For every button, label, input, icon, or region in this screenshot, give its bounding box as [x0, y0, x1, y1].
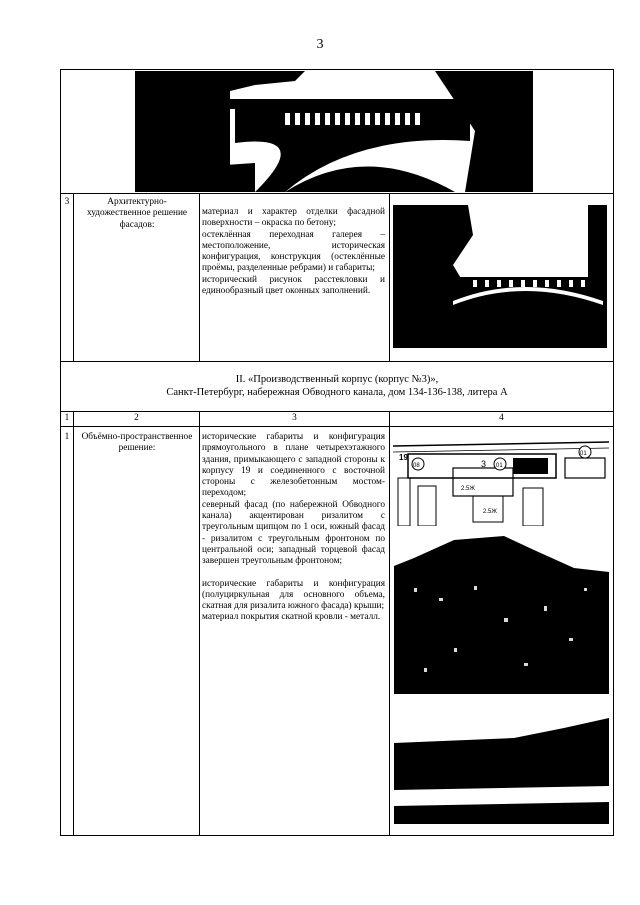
table-line — [60, 361, 614, 362]
description-line: исторические габариты и конфигурация прямоугольного в плане четырехэтажного здания, примыкающего с западной стороны к корпусу 19 и соединенного с восточной стороны с железобетонным мостом-переходом; — [202, 432, 385, 499]
table-line — [60, 411, 614, 412]
table-line — [389, 193, 390, 361]
map-label: 08 — [413, 463, 420, 469]
section-title: II. «Производственный корпус (корпус №3)», — [235, 374, 439, 385]
table-line — [60, 69, 614, 70]
table-line — [60, 69, 61, 836]
column-header: 4 — [499, 413, 504, 423]
column-header: 3 — [292, 413, 297, 423]
table-line — [613, 69, 614, 836]
row-number: 1 — [64, 432, 70, 442]
monument-table — [60, 69, 614, 836]
description-line: остеклённая переходная галерея – местоположение, историческая конфигурация, конструкция (остеклённые проёмы, разделенные ребрами) и габариты; — [202, 229, 385, 274]
map-label: 3 — [481, 459, 487, 469]
table-line — [389, 411, 390, 836]
element-name: Объёмно-пространственное решение: — [81, 432, 193, 454]
gallery-photo — [393, 205, 607, 348]
description-line: северный фасад (по набережной Обводного канала) акцентирован ризалитом с треугольным щипцом по 1 оси, южный фасад - ризалитом с треугольным фронтоном по центральной оси; западный торцевой фасад завершен треугольным фронтоном; — [202, 499, 385, 567]
table-line — [199, 411, 200, 836]
bridge-gallery-photo — [135, 71, 533, 192]
map-label: 01 — [496, 463, 503, 469]
table-line — [60, 193, 614, 194]
map-label: 01 — [580, 451, 587, 457]
page-number: 3 — [316, 37, 324, 52]
table-line — [60, 835, 614, 836]
map-label: 2.5Ж — [461, 486, 475, 492]
description-line: материал покрытия скатной кровли - металл. — [202, 612, 381, 623]
table-line — [199, 193, 200, 361]
description-line: исторические габариты и конфигурация (полуциркульная для основного объема, скатная для ризалита южного фасада) крыши; — [202, 578, 385, 612]
column-header: 2 — [134, 413, 139, 423]
table-line — [73, 411, 74, 836]
row-number: 3 — [64, 197, 70, 207]
description-line: исторический рисунок расстекловки и единообразный цвет оконных заполнений. — [202, 274, 385, 297]
column-header: 1 — [64, 413, 70, 423]
map-label: 2.5Ж — [483, 509, 497, 515]
site-plan — [393, 438, 609, 526]
table-line — [73, 193, 74, 361]
table-line — [60, 426, 614, 427]
description-spacer — [202, 568, 385, 579]
map-label: 19 — [399, 453, 408, 462]
element-description — [202, 432, 385, 624]
description-line: материал и характер отделки фасадной поверхности – окраска по бетону; — [202, 207, 385, 229]
element-description — [202, 207, 385, 297]
building-facade-photo — [394, 528, 609, 694]
street-photo — [394, 698, 609, 824]
element-name: Архитектурно-художественное решение фасадов: — [86, 197, 188, 230]
section-address: Санкт-Петербург, набережная Обводного канала, дом 134-136-138, литера А — [166, 387, 508, 398]
